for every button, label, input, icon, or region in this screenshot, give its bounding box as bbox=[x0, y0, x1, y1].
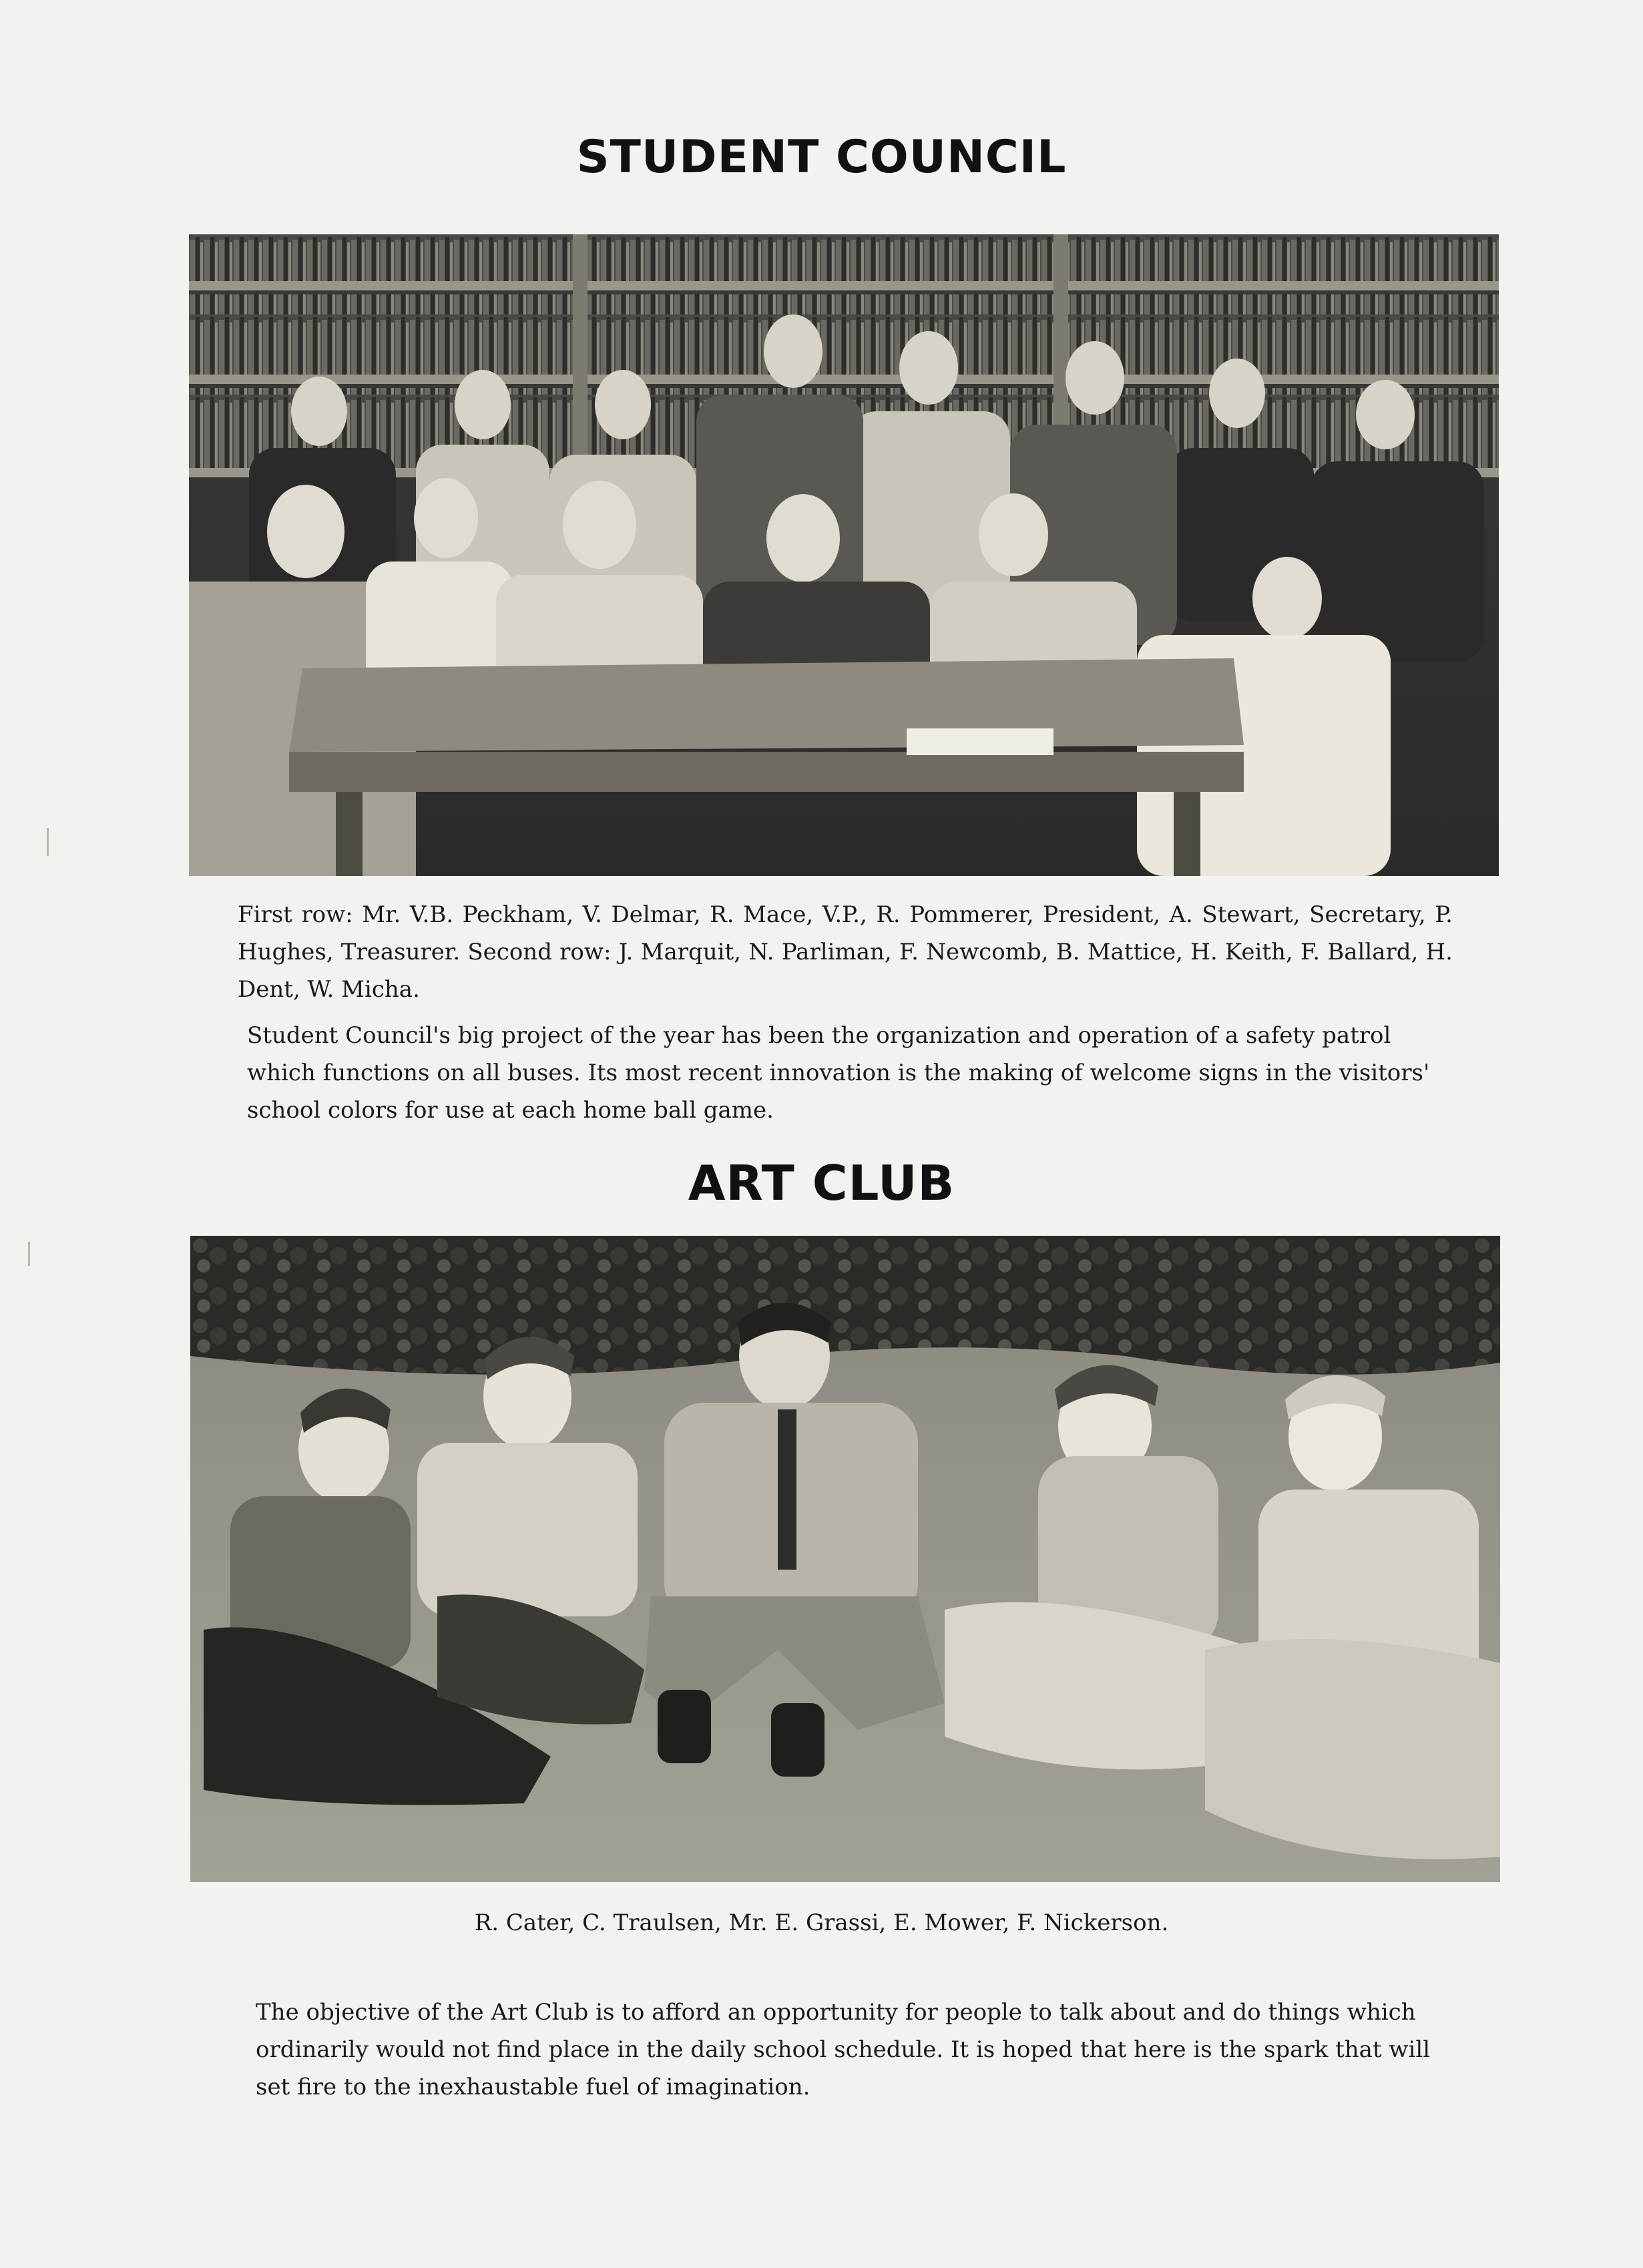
art-club-description: The objective of the Art Club is to afford an opportunity for people to talk about and do things which ordinarily would not find place in the daily school schedule. It is hoped that here is the spark that will set fire to the inexhaustable fuel of imagination. bbox=[256, 1999, 1431, 2100]
scan-mark bbox=[47, 828, 49, 856]
student-council-description: Student Council's big project of the year has been the organization and operation of a safety patrol which functions on all buses. Its most recent innovation is the making of welcome signs in the visitors' school colors for use at each home ball game. bbox=[247, 1022, 1430, 1124]
art-club-names-caption: R. Cater, C. Traulsen, Mr. E. Grassi, E. Mower, F. Nickerson. bbox=[474, 1909, 1169, 1936]
scan-mark bbox=[28, 1242, 30, 1266]
student-council-heading: STUDENT COUNCIL bbox=[576, 131, 1067, 184]
art-club-photo bbox=[190, 1236, 1500, 1882]
student-council-photo bbox=[189, 234, 1499, 876]
art-club-heading: ART CLUB bbox=[688, 1155, 955, 1211]
student-council-names-caption: First row: Mr. V.B. Peckham, V. Delmar, R. Mace, V.P., R. Pommerer, President, A. Stewart, Secretary, P. Hughes, Treasurer. Second row: J. Marquit, N. Parliman, F. Newcomb, B. Mattice, H. Keith, F. Ballard, H. Dent, W. Micha. bbox=[238, 901, 1453, 1003]
